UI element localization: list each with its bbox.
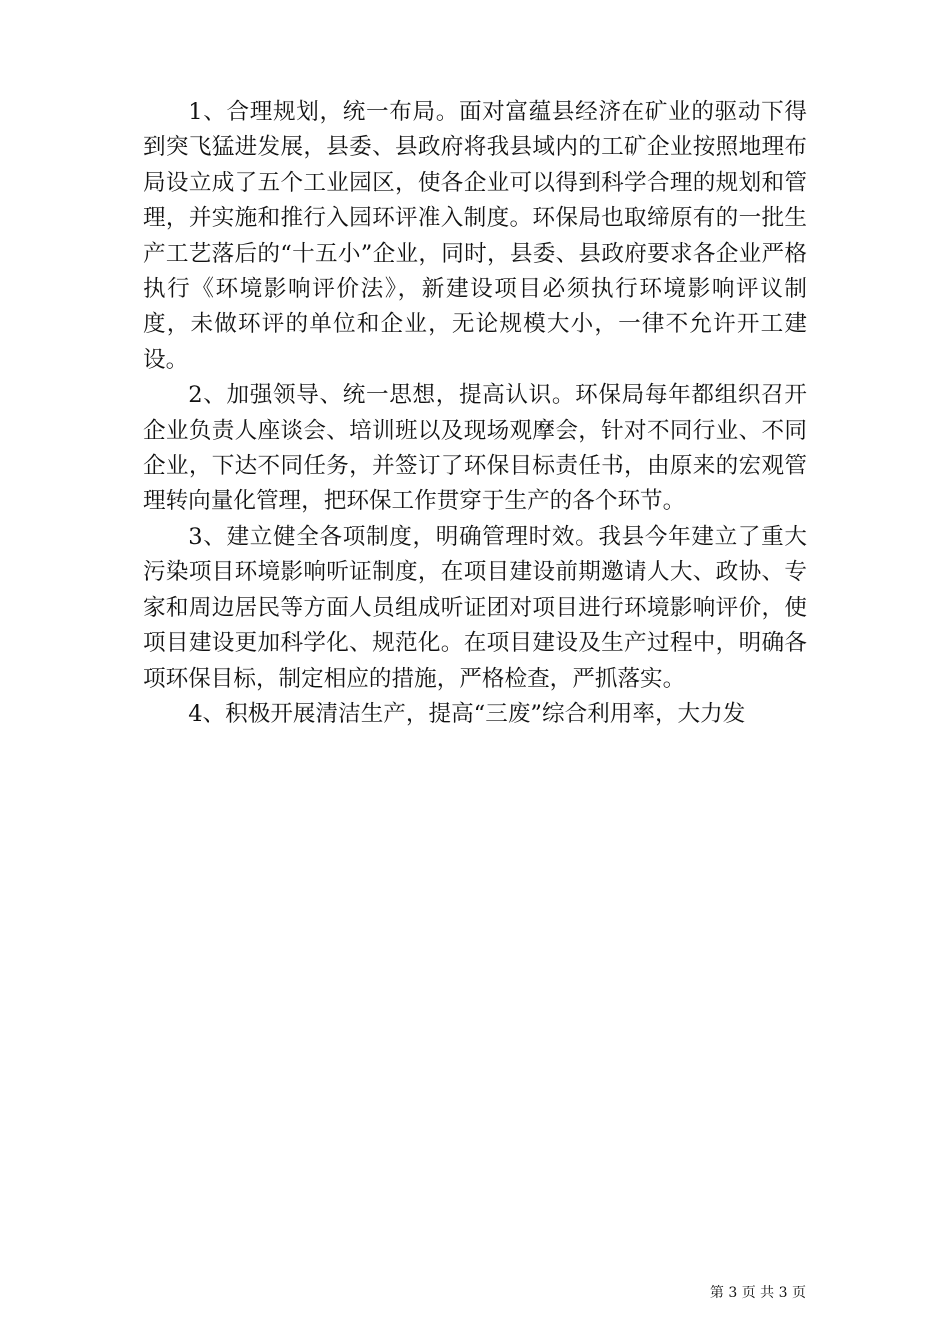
document-body	[143, 95, 807, 732]
paragraph-2: 2、加强领导、统一思想，提高认识。环保局每年都组织召开企业负责人座谈会、培训班以及现场观摩会，针对不同行业、不同企业，下达不同任务，并签订了环保目标责任书，由原来的宏观管理转向量化管理，把环保工作贯穿于生产的各个环节。	[143, 382, 807, 515]
page-number-footer: 第 3 页 共 3 页	[709, 1285, 806, 1301]
paragraph-4: 4、积极开展清洁生产，提高“三废”综合利用率，大力发	[188, 700, 746, 727]
paragraph-3: 3、建立健全各项制度，明确管理时效。我县今年建立了重大污染项目环境影响听证制度，在项目建设前期邀请人大、政协、专家和周边居民等方面人员组成听证团对项目进行环境影响评价，使项目建设更加科学化、规范化。在项目建设及生产过程中，明确各项环保目标，制定相应的措施，严格检查，严抓落实。	[143, 523, 807, 692]
paragraph-1: 1、合理规划，统一布局。面对富蕴县经济在矿业的驱动下得到突飞猛进发展，县委、县政府将我县域内的工矿企业按照地理布局设立成了五个工业园区，使各企业可以得到科学合理的规划和管理，并实施和推行入园环评准入制度。环保局也取缔原有的一批生产工艺落后的“十五小”企业，同时，县委、县政府要求各企业严格执行《环境影响评价法》，新建设项目必须执行环境影响评议制度，未做环评的单位和企业，无论规模大小，一律不允许开工建设。	[143, 99, 807, 373]
